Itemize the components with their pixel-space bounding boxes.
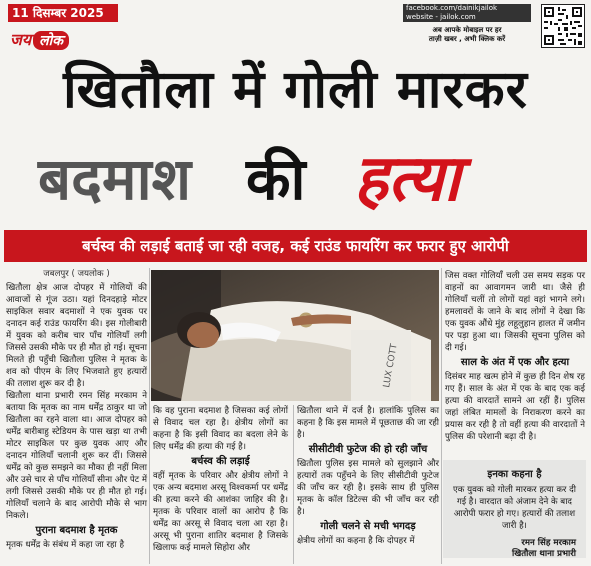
subheading-cctv-check: सीसीटीवी फुटेज की हो रही जाँच [308, 444, 428, 455]
headline-word-hatya: हत्या [354, 142, 461, 216]
paragraph: खितौला थाना प्रभारी रमन सिंह मरकाम ने बताया कि मृतक का नाम धर्मेंद्र ठाकुर था जो खितौला का रहने वाला था। आज दोपहर को धर्मेंद्र बारीबाहु स्टेडियम के पास खड़ा था तभी मोटर साइकिल पर कुछ युवक आए और दनादन गोलियाँ चलानी शुरू कर दीं। जिससे धर्मेंद्र को कुछ समझने का मौका ही नहीं मिला और उसे चार से पाँच गोलियाँ सीना और पेट में लगी जिससे उसकी मौके पर ही मौत हो गई। गोलियाँ चलाने के बाद आरोपी मौके से भाग निकले। [6, 391, 147, 521]
logo-jay: जय [10, 30, 32, 49]
paragraph: खितौला थाने में दर्ज है। हालांकि पुलिस का कहना है कि इस मामले में पूछताछ की जा रही है। [297, 406, 439, 440]
headline-word-badmash: बदमाश [38, 145, 192, 213]
facebook-link[interactable]: facebook.com/dainikjailok [406, 4, 498, 12]
subheadline-banner: बर्चस्व की लड़ाई बताई जा रही वजह, कई राउंड फायरिंग कर फरार हुए आरोपी [4, 230, 587, 262]
tagline-line-2: ताज़ी खबर , अभी क्लिक करें [428, 35, 506, 43]
paragraph: खितौला क्षेत्र आज दोपहर में गोलियों की आवाजों से गूंज उठा। यहां दिनदहाड़े मोटर साइकिल सवार बदमाशों ने एक युवक पर दनादन कई राउंड फायरिंग की। इस गोलीबारी में युवक को करीब चार पाँच गोलियाँ लगी जिससे उसकी मौके पर ही मौत हो गई। सूचना मिलते ही पहुँची खितौला पुलिस ने मृतक के शव को पीएम के लिए भिजवाते हुए हत्यारों की तलाश शुरू कर दी है। [6, 283, 147, 389]
headline-line-2 [0, 140, 591, 218]
subheading-year-end-murder: साल के अंत में एक और हत्या [460, 357, 570, 368]
quote-heading: इनका कहना है [487, 469, 542, 480]
tagline-line-1: अब आपके मोबाइल पर हर [432, 26, 502, 34]
paragraph: खितौला पुलिस इस मामले को सुलझाने और हत्यारों तक पहुँचने के लिए सीसीटीवी फुटेज की जाँच कर रही है। इसके साथ ही पुलिस मृतक के कॉल डिटेल्स की भी जाँच कर रही है। [297, 459, 439, 517]
newspaper-logo [10, 28, 69, 50]
dateline: जबलपुर ( जयलोक ) [43, 269, 110, 279]
quote-signature [443, 538, 586, 560]
issue-date: 11 दिसम्बर 2025 [8, 4, 118, 22]
paragraph: दिसंबर माह खत्म होने में कुछ ही दिन शेष रह गए हैं। साल के अंत में एक के बाद एक कई हत्या की वारदातें सामने आ रहीं हैं। पुलिस जहां लंबित मामलों के निराकरण करने का प्रयास कर रही है तो वहीं हत्या की वारदातों ने पुलिस की परेशानी बढ़ा दी है। [445, 372, 585, 442]
headline-word-ki: की [246, 145, 306, 213]
subheading-old-criminal: पुराना बदमाश है मृतक [35, 525, 118, 536]
qr-code-icon[interactable] [541, 4, 585, 48]
article-column-3 [297, 405, 439, 547]
quote-text: एक युवक को गोली मारकर हत्या कर दी गई है। वारदात को अंजाम देने के बाद आरोपी फरार हो गए। हत्यारों की तलाश जारी है। [453, 485, 576, 531]
paragraph: कि वह पुराना बदमाश है जिसका कई लोगों से विवाद चल रहा है। क्षेत्रीय लोगों का कहना है कि इसी विवाद का बदला लेने के लिए धर्मेंद्र की हत्या की गई है। [153, 406, 288, 452]
signature-name: रमन सिंह मरकाम [521, 538, 576, 548]
logo-lok: लोक [33, 31, 69, 50]
official-quote-box [443, 460, 586, 558]
article-column-4 [445, 270, 585, 443]
column-divider [293, 405, 294, 564]
article-column-1 [6, 268, 147, 551]
mobile-tagline [403, 26, 531, 44]
paragraph: क्षेत्रीय लोगों का कहना है कि दोपहर में [297, 536, 415, 546]
headline-line-1: खितौला में गोली मारकर [63, 60, 528, 120]
shirt-label: LUX COTT [382, 343, 400, 389]
crime-scene-photo [151, 270, 439, 401]
article-column-2 [153, 405, 288, 554]
website-link[interactable]: website - jailok.com [406, 13, 476, 21]
column-divider [441, 268, 442, 564]
column-divider [149, 268, 150, 564]
paragraph: वहीं मृतक के परिवार और क्षेत्रीय लोगों ने एक अन्य बदमाश अरसू विश्वकर्मा पर धर्मेंद्र की हत्या करने की आशंका जाहिर की है। मृतक के परिवार वालों का आरोप है कि धर्मेंद्र का अरसू से विवाद चला आ रहा है। अरसू भी पुराना शातिर बदमाश है जिसके खिलाफ कई मामले सिहोरा और [153, 471, 288, 553]
subheading-stampede: गोली चलने से मची भगदड़ [320, 521, 416, 532]
paragraph: मृतक धर्मेंद्र के संबंध में कहा जा रहा है [6, 540, 125, 550]
signature-title: खितौला थाना प्रभारी [511, 549, 576, 559]
subheading-supremacy-fight: बर्चस्व की लड़ाई [191, 456, 250, 467]
social-links [403, 4, 531, 22]
paragraph: जिस वक्त गोलियाँ चली उस समय सड़क पर वाहनों का आवागमन जारी था। जैसे ही गोलियाँ चलीं तो लोगों यहां वहां भागने लगे। हमलावरों के जाने के बाद लोगों ने देखा कि एक युवक औंधे मुंह लहूलुहान हालत में जमीन पर पड़ा हुआ था। जिसकी सूचना पुलिस को दी गई। [445, 271, 585, 353]
masthead [0, 0, 591, 52]
